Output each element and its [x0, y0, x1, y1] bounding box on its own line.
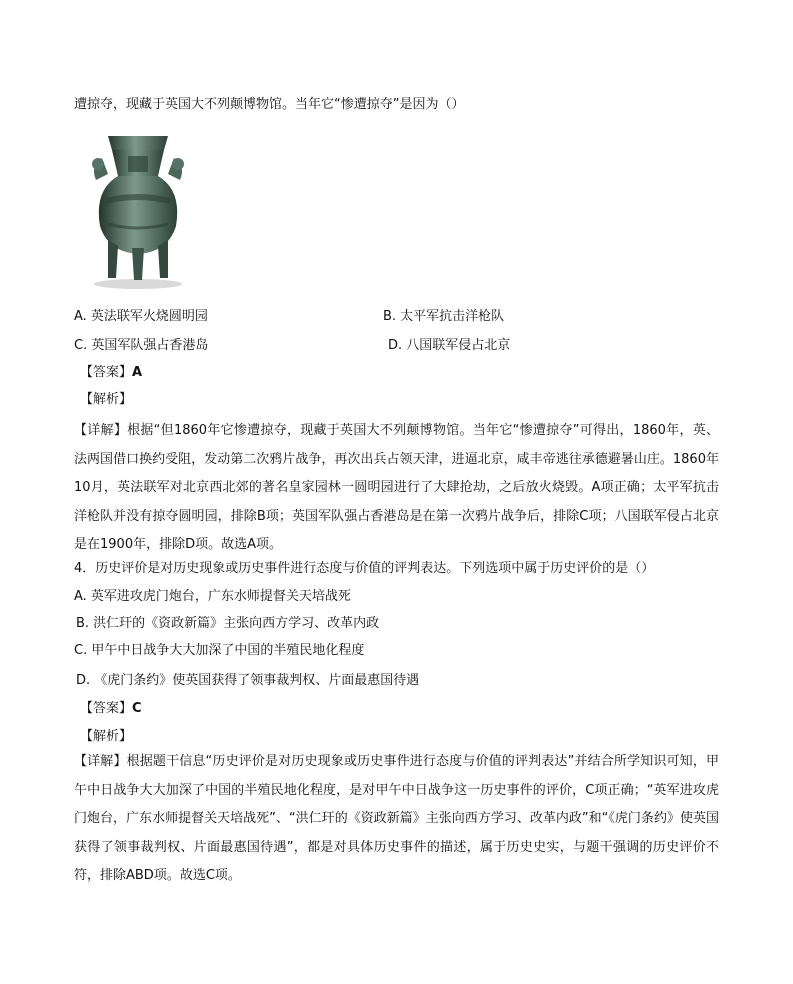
answer-value: C: [132, 701, 142, 716]
q4-option-b[interactable]: B. 洪仁玕的《资政新篇》主张向西方学习、改革内政: [76, 616, 380, 631]
q4-answer: [80, 701, 142, 717]
q3-option-d[interactable]: D. 八国联军侵占北京: [388, 338, 511, 353]
q3-option-a[interactable]: A. 英法联军火烧圆明园: [74, 309, 208, 324]
q3-option-c[interactable]: C. 英国军队强占香港岛: [74, 338, 209, 353]
q3-stem: 遭掠夺，现藏于英国大不列颠博物馆。当年它“惨遭掠夺”是因为（）: [74, 97, 465, 112]
q4-option-d[interactable]: D. 《虎门条约》使英国获得了领事裁判权、片面最惠国待遇: [76, 673, 420, 688]
q3-option-b[interactable]: B. 太平军抗击洋枪队: [383, 309, 505, 324]
q4-analysis-label: 【解析】: [80, 729, 133, 744]
q3-analysis-label: 【解析】: [80, 392, 133, 407]
q4-option-c[interactable]: C. 甲午中日战争大大加深了中国的半殖民地化程度: [74, 643, 365, 658]
bronze-vessel-image: [78, 128, 196, 290]
answer-value: A: [132, 365, 143, 380]
answer-label: 【答案】: [80, 701, 133, 716]
answer-label: 【答案】: [80, 365, 133, 380]
q3-answer: [80, 365, 142, 381]
detail-label: 【详解】: [74, 754, 127, 769]
q4-detail: [74, 748, 719, 891]
detail-label: 【详解】: [74, 423, 128, 438]
q3-detail: [74, 417, 719, 560]
q4-stem: 4．历史评价是对历史现象或历史事件进行态度与价值的评判表达。下列选项中属于历史评价的是（）: [74, 561, 655, 576]
detail-text: 根据题干信息“历史评价是对历史现象或历史事件进行态度与价值的评判表达”并结合所学知识可知，甲午中日战争大大加深了中国的半殖民地化程度，是对甲午中日战争这一历史事件的评价，C项正确；“英军进攻虎门炮台，广东水师提督关天培战死”、“洪仁玕的《资政新篇》主张向西方学习、改革内政”和“《虎门条约》使英国获得了领事裁判权、片面最惠国待遇”，都是对具体历史事件的描述，属于历史史实，与题干强调的历史评价不符，排除ABD项。故选C项。: [74, 754, 719, 883]
detail-text: 根据“但1860年它惨遭掠夺，现藏于英国大不列颠博物馆。当年它“惨遭掠夺”可得出，1860年，英、法两国借口换约受阻，发动第二次鸦片战争，再次出兵占领天津，进逼北京，咸丰帝逃往承德避暑山庄。1860年10月，英法联军对北京西北郊的著名皇家园林一圆明园进行了大肆抢劫，之后放火烧毁。A项正确；太平军抗击洋枪队并没有掠夺圆明园，排除B项；英国军队强占香港岛是在第一次鸦片战争后，排除C项；八国联军侵占北京是在1900年，排除D项。故选A项。: [74, 423, 719, 552]
q4-option-a[interactable]: A. 英军进攻虎门炮台，广东水师提督关天培战死: [74, 589, 351, 604]
